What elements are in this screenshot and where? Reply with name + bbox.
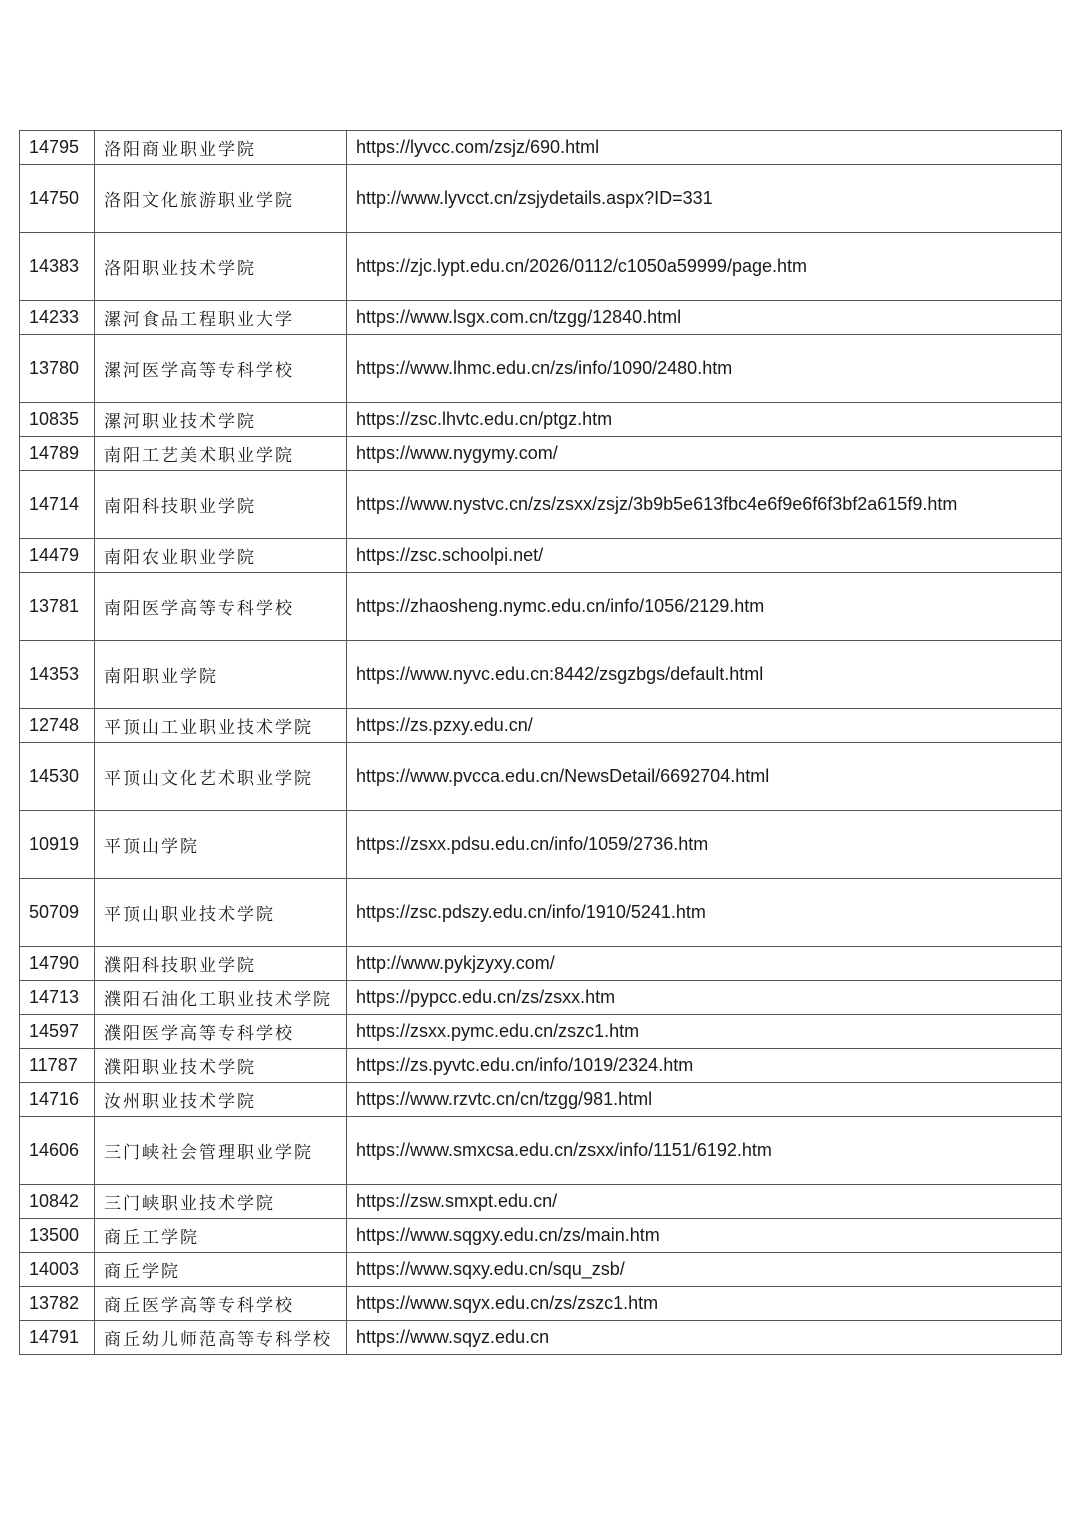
- school-url: https://zsxx.pymc.edu.cn/zszc1.htm: [347, 1015, 1062, 1049]
- school-name: 洛阳文化旅游职业学院: [95, 165, 347, 233]
- table-row: [20, 743, 1062, 811]
- school-url: https://zsc.schoolpi.net/: [347, 539, 1062, 573]
- school-name: 汝州职业技术学院: [95, 1083, 347, 1117]
- school-code: 13500: [20, 1219, 95, 1253]
- school-code: 10842: [20, 1185, 95, 1219]
- school-code: 13780: [20, 335, 95, 403]
- school-code: 14383: [20, 233, 95, 301]
- school-code: 14530: [20, 743, 95, 811]
- school-code: 11787: [20, 1049, 95, 1083]
- school-code: 14750: [20, 165, 95, 233]
- school-url: https://zsw.smxpt.edu.cn/: [347, 1185, 1062, 1219]
- school-url: https://zjc.lypt.edu.cn/2026/0112/c1050a59999/page.htm: [347, 233, 1062, 301]
- school-code: 10919: [20, 811, 95, 879]
- school-code: 14795: [20, 131, 95, 165]
- school-code: 13782: [20, 1287, 95, 1321]
- school-url: https://zsc.pdszy.edu.cn/info/1910/5241.htm: [347, 879, 1062, 947]
- school-name: 平顶山学院: [95, 811, 347, 879]
- table-row: [20, 1015, 1062, 1049]
- school-url: http://www.lyvcct.cn/zsjydetails.aspx?ID=331: [347, 165, 1062, 233]
- school-name: 商丘学院: [95, 1253, 347, 1287]
- school-code: 13781: [20, 573, 95, 641]
- school-code: 14606: [20, 1117, 95, 1185]
- school-url: https://pypcc.edu.cn/zs/zsxx.htm: [347, 981, 1062, 1015]
- school-name: 南阳职业学院: [95, 641, 347, 709]
- school-name: 三门峡社会管理职业学院: [95, 1117, 347, 1185]
- school-url: https://www.pvcca.edu.cn/NewsDetail/6692704.html: [347, 743, 1062, 811]
- school-name: 南阳农业职业学院: [95, 539, 347, 573]
- school-url: https://zs.pyvtc.edu.cn/info/1019/2324.htm: [347, 1049, 1062, 1083]
- school-url: https://zhaosheng.nymc.edu.cn/info/1056/2129.htm: [347, 573, 1062, 641]
- table-row: [20, 471, 1062, 539]
- table-row: [20, 641, 1062, 709]
- school-code: 14597: [20, 1015, 95, 1049]
- school-name: 漯河食品工程职业大学: [95, 301, 347, 335]
- school-code: 50709: [20, 879, 95, 947]
- school-name: 濮阳职业技术学院: [95, 1049, 347, 1083]
- table-row: [20, 233, 1062, 301]
- school-name: 漯河职业技术学院: [95, 403, 347, 437]
- school-name: 平顶山文化艺术职业学院: [95, 743, 347, 811]
- school-code: 14233: [20, 301, 95, 335]
- school-url: https://www.sqxy.edu.cn/squ_zsb/: [347, 1253, 1062, 1287]
- school-url: https://lyvcc.com/zsjz/690.html: [347, 131, 1062, 165]
- table-row: [20, 539, 1062, 573]
- table-row: [20, 301, 1062, 335]
- school-code: 14353: [20, 641, 95, 709]
- school-code: 14714: [20, 471, 95, 539]
- school-name: 南阳科技职业学院: [95, 471, 347, 539]
- table-row: [20, 709, 1062, 743]
- table-row: [20, 437, 1062, 471]
- school-name: 三门峡职业技术学院: [95, 1185, 347, 1219]
- table-row: [20, 1185, 1062, 1219]
- table-row: [20, 1083, 1062, 1117]
- school-url: https://zsxx.pdsu.edu.cn/info/1059/2736.htm: [347, 811, 1062, 879]
- table-row: [20, 1253, 1062, 1287]
- table-row: [20, 981, 1062, 1015]
- school-name: 商丘工学院: [95, 1219, 347, 1253]
- school-url: https://www.nyvc.edu.cn:8442/zsgzbgs/default.html: [347, 641, 1062, 709]
- school-url: https://www.sqgxy.edu.cn/zs/main.htm: [347, 1219, 1062, 1253]
- school-code: 14791: [20, 1321, 95, 1355]
- school-url: https://www.sqyx.edu.cn/zs/zszc1.htm: [347, 1287, 1062, 1321]
- table-row: [20, 811, 1062, 879]
- school-url: https://www.nystvc.cn/zs/zsxx/zsjz/3b9b5e613fbc4e6f9e6f6f3bf2a615f9.htm: [347, 471, 1062, 539]
- school-code: 12748: [20, 709, 95, 743]
- school-name: 洛阳商业职业学院: [95, 131, 347, 165]
- school-table-body: [20, 131, 1062, 1355]
- table-row: [20, 1321, 1062, 1355]
- school-name: 漯河医学高等专科学校: [95, 335, 347, 403]
- school-code: 14003: [20, 1253, 95, 1287]
- school-name: 平顶山职业技术学院: [95, 879, 347, 947]
- school-name: 洛阳职业技术学院: [95, 233, 347, 301]
- school-code: 14479: [20, 539, 95, 573]
- school-code: 14789: [20, 437, 95, 471]
- table-row: [20, 1287, 1062, 1321]
- school-name: 濮阳医学高等专科学校: [95, 1015, 347, 1049]
- school-url: https://zsc.lhvtc.edu.cn/ptgz.htm: [347, 403, 1062, 437]
- school-name: 商丘幼儿师范高等专科学校: [95, 1321, 347, 1355]
- school-url: https://www.rzvtc.cn/cn/tzgg/981.html: [347, 1083, 1062, 1117]
- school-url: https://www.lhmc.edu.cn/zs/info/1090/2480.htm: [347, 335, 1062, 403]
- school-name: 濮阳石油化工职业技术学院: [95, 981, 347, 1015]
- school-table: [19, 130, 1062, 1355]
- table-row: [20, 1219, 1062, 1253]
- school-url: https://www.lsgx.com.cn/tzgg/12840.html: [347, 301, 1062, 335]
- school-code: 14713: [20, 981, 95, 1015]
- table-row: [20, 947, 1062, 981]
- school-url: https://zs.pzxy.edu.cn/: [347, 709, 1062, 743]
- school-code: 14716: [20, 1083, 95, 1117]
- school-code: 14790: [20, 947, 95, 981]
- table-row: [20, 335, 1062, 403]
- table-row: [20, 1117, 1062, 1185]
- table-row: [20, 131, 1062, 165]
- school-url: https://www.sqyz.edu.cn: [347, 1321, 1062, 1355]
- table-row: [20, 1049, 1062, 1083]
- school-name: 商丘医学高等专科学校: [95, 1287, 347, 1321]
- school-url: https://www.smxcsa.edu.cn/zsxx/info/1151/6192.htm: [347, 1117, 1062, 1185]
- school-url: https://www.nygymy.com/: [347, 437, 1062, 471]
- table-row: [20, 573, 1062, 641]
- table-row: [20, 879, 1062, 947]
- school-url: http://www.pykjzyxy.com/: [347, 947, 1062, 981]
- school-name: 南阳工艺美术职业学院: [95, 437, 347, 471]
- school-name: 濮阳科技职业学院: [95, 947, 347, 981]
- table-row: [20, 403, 1062, 437]
- table-row: [20, 165, 1062, 233]
- school-name: 平顶山工业职业技术学院: [95, 709, 347, 743]
- school-code: 10835: [20, 403, 95, 437]
- school-name: 南阳医学高等专科学校: [95, 573, 347, 641]
